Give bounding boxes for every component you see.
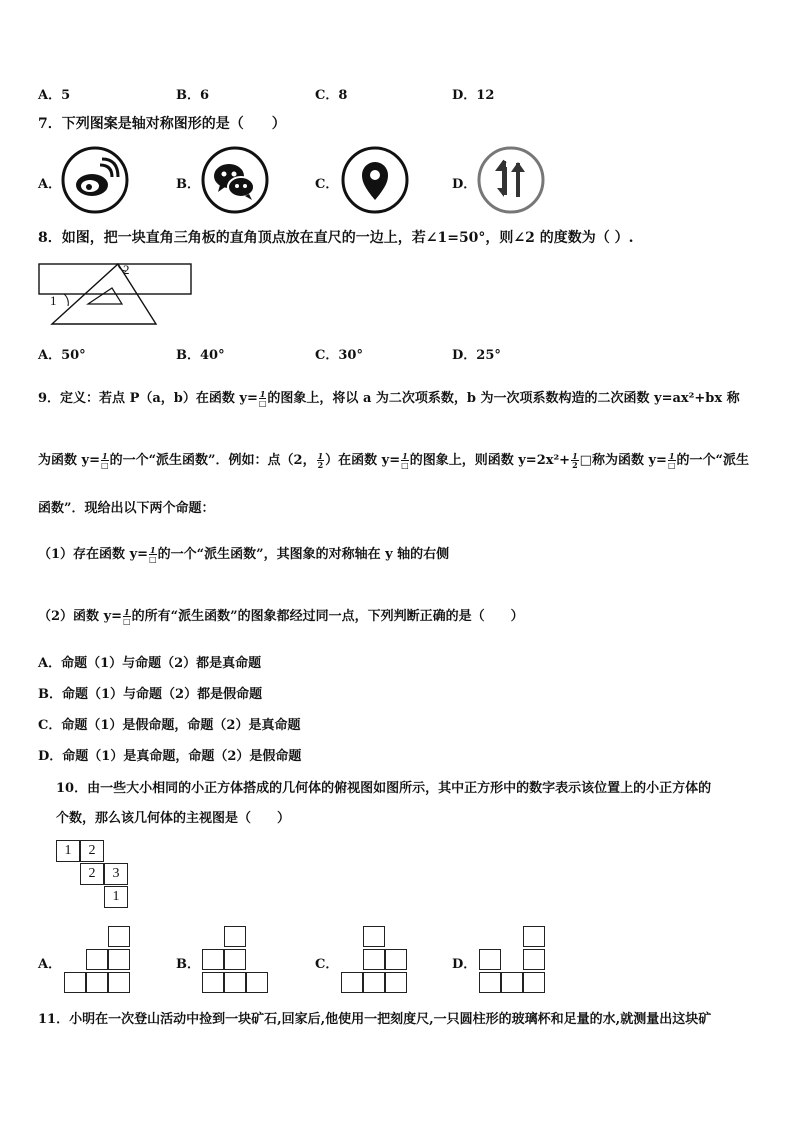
q9-option-b: B．命题（1）与命题（2）都是假命题 (38, 687, 263, 702)
q7-stem: 7．下列图案是轴对称图形的是（ ） (38, 116, 286, 132)
front-view-c (341, 926, 411, 994)
q10-option-d: D． (452, 957, 477, 972)
q9-option-c: C．命题（1）是假命题，命题（2）是真命题 (38, 718, 301, 733)
q11-stem: 11．小明在一次登山活动中捡到一块矿石,回家后,他使用一把刻度尺,一只圆柱形的玻璃杯和足量的水,就测量出这块矿 (38, 1012, 712, 1027)
fraction-1-over-x: $\frac{1}{□}$ (123, 607, 131, 626)
q9-proposition-2: （2）函数 y= $\frac{1}{□}$ 的所有“派生函数”的图象都经过同一点，下列判断正确的是（ ） (38, 607, 524, 626)
q10-stem-line-2: 个数，那么该几何体的主视图是（ ） (56, 811, 291, 826)
q9-line-1-text-b: 的图象上，将以 a 为二次项系数，b 为一次项系数构造的二次函数 y=ax²+bx 称 (267, 391, 740, 406)
q9-option-d: D．命题（1）是真命题，命题（2）是假命题 (38, 749, 302, 764)
q8-option-b: B．40° (176, 348, 225, 363)
q9-line-2: 为函数 y= $\frac{1}{□}$ 的一个“派生函数”．例如：点（2， $\frac{1}{2}$ ）在函数 y= $\frac{1}{□}$ 的图象上，则函数 y=2x²+ $\frac{1}{2}$ □称为函数 y= $\frac{1}{□}$ 的一个“派生 (38, 451, 749, 470)
q7-option-a: A． (38, 177, 62, 192)
q10-option-b: B． (176, 957, 200, 972)
angle-1-label: 1 (50, 293, 57, 308)
fraction-1-over-x: $\frac{1}{□}$ (667, 451, 676, 470)
top-view-cell: 3 (104, 863, 128, 885)
fraction-1-over-x: $\frac{1}{□}$ (100, 451, 109, 470)
q10-option-c: C． (315, 957, 339, 972)
q9-line-1-text-a: 9．定义：若点 P（a，b）在函数 y= (38, 391, 258, 406)
q9-option-a: A．命题（1）与命题（2）都是真命题 (38, 656, 262, 671)
wechat-icon (200, 145, 270, 215)
q6-option-a: A．5 (38, 88, 71, 103)
q10-stem-line-1: 10．由一些大小相同的小正方体搭成的几何体的俯视图如图所示，其中正方形中的数字表示该位置上的小正方体的 (56, 781, 712, 796)
fraction-1-over-x: $\frac{1}{□}$ (149, 545, 157, 564)
q8-option-a: A．50° (38, 348, 86, 363)
top-view-cell: 1 (104, 886, 128, 908)
weibo-icon (60, 145, 130, 215)
top-view-grid (56, 840, 136, 912)
front-view-d (479, 926, 549, 994)
q8-stem: 8．如图，把一块直角三角板的直角顶点放在直尺的一边上，若∠1=50°，则∠2 的度数为（ ）. (38, 230, 634, 246)
q10-option-a: A． (38, 957, 62, 972)
q9-line-1 (38, 390, 740, 408)
front-view-b (202, 926, 272, 994)
q8-option-c: C．30° (315, 348, 363, 363)
q6-option-c: C．8 (315, 88, 348, 103)
placeholder-box: □ (579, 453, 592, 468)
fraction-1-over-x: $\frac{1}{□}$ (401, 451, 409, 470)
q7-option-b: B． (176, 177, 200, 192)
q6-option-b: B．6 (176, 88, 210, 103)
angle-2-label: 2 (123, 262, 130, 277)
map-pin-icon (340, 145, 410, 215)
front-view-a (64, 926, 134, 994)
top-view-cell: 2 (80, 863, 104, 885)
q7-option-d: D． (452, 177, 477, 192)
fraction-one-half: $\frac{1}{2}$ (317, 451, 324, 470)
ruler-triangle-figure (38, 260, 198, 328)
q9-proposition-1: （1）存在函数 y= $\frac{1}{□}$ 的一个“派生函数”，其图象的对称轴在 y 轴的右侧 (38, 545, 450, 564)
up-down-arrows-icon (476, 145, 546, 215)
fraction-1-over-x: $\frac{1}{□}$ (258, 389, 267, 408)
fraction-one-half: $\frac{1}{2}$ (572, 451, 578, 470)
q7-option-c: C． (315, 177, 339, 192)
q8-option-d: D．25° (452, 348, 501, 363)
q6-option-d: D．12 (452, 88, 495, 103)
q9-line-3: 函数”．现给出以下两个命题： (38, 501, 215, 516)
top-view-cell: 1 (56, 840, 80, 862)
top-view-cell: 2 (80, 840, 104, 862)
